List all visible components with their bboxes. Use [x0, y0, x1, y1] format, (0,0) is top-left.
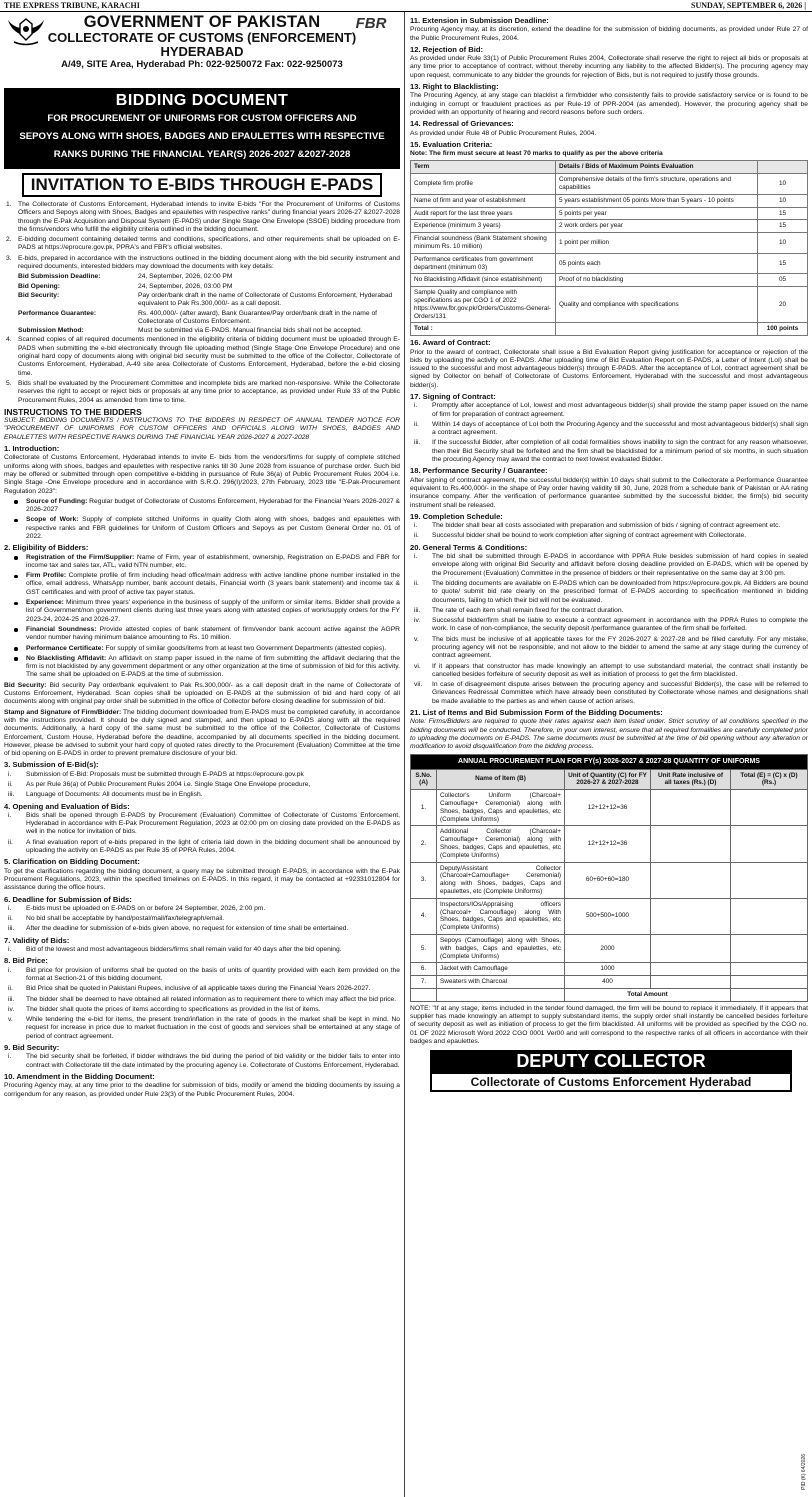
section-8-heading: 8. Bid Price: — [4, 956, 48, 966]
plan-row — [411, 790, 808, 826]
plan-col-total: Total (E) = (C) x (D) (Rs.) — [731, 769, 808, 790]
section-7-list — [4, 946, 400, 954]
eval-points: 20 — [758, 287, 808, 323]
bullet-label: Source of Funding: — [26, 497, 88, 505]
section-6-list — [4, 905, 400, 934]
bullet-text: Minimum three years' experience in the business of supply of the uniform or similar items. Bidder shall provide a list of Government/non government clients during last three years along with attested copies of work/supply orders for the FY 2023-24, 2024-25 and 2026-27. — [26, 599, 400, 623]
list-item — [410, 553, 808, 578]
eval-details: 2 work orders per year — [556, 220, 758, 233]
address-line: A/49, SITE Area, Hyderabad Ph: 022-9250072 Fax: 022-9250073 — [61, 59, 343, 70]
key-detail-row — [18, 327, 400, 335]
eval-col-points — [758, 161, 808, 174]
section-14-text: As provided under Rule 48 of Public Procurement Rules, 2004. — [410, 129, 597, 137]
instructions-subject: SUBJECT: BIDDING DOCUMENTS / INSTRUCTIONS TO THE BIDDERS IN RESPECT OF ANNUAL TENDER NOTICE FOR "PROCUREMENT OF UNIFORMS FOR CUSTOM OFFICERS AND OFFICIALS ALONG WITH SHOES, BADGES AND EPAULETTES WITH RESPECTIVE RANKS DURING THE FINANCIAL YEAR 2026-2027 & 2027-2028 — [4, 417, 400, 441]
section-4-heading: 4. Opening and Evaluation of Bids: — [4, 801, 130, 811]
plan-quantity: 1000 — [565, 963, 651, 976]
invitation-title: INVITATION TO E-BIDS THROUGH E-PADS — [22, 173, 382, 197]
eval-points: 10 — [758, 233, 808, 254]
section-5-text: To get the clarifications regarding the bidding document, a query may be submitted through E-PADS, in accordance with the E-Pak Procurement Regulations, 2023, within the specified timelines on E-PADS. In this regard, it may be contacted at +92331012804 for assistance during the office hours. — [4, 867, 400, 892]
section-21-heading: 21. List of Items and Bid Submission Form of the Bidding Documents: — [410, 708, 663, 718]
list-number: i. — [414, 402, 418, 410]
list-item — [4, 1006, 400, 1014]
plan-total — [731, 934, 808, 962]
list-number: vi. — [414, 662, 421, 670]
bullet-label: Registration of the Firm/Supplier: — [26, 553, 135, 561]
section-1-heading: 1. Introduction: — [4, 444, 60, 454]
list-item — [4, 905, 400, 913]
list-item — [410, 402, 808, 419]
plan-total — [731, 862, 808, 898]
plan-quantity: 12+12+12=36 — [565, 826, 651, 862]
evaluation-table — [410, 160, 808, 336]
eval-term: Performance certificates from government department (minimum 03) — [411, 253, 556, 274]
section-18-text: After signing of contract agreement, the successful bidder(s) within 10 days shall submit to the Collectorate a Performance Guarantee equivalent to Rs.400,000/- in the shape of Pay order having validity till 30, June, 2028 from a schedule bank of Pakistan or AA rating insurance company. After the verification of performance guarantee submitted by the successful bidder, the firm(s) bid security instrument shall be released. — [410, 476, 808, 509]
bidding-banner — [4, 88, 400, 169]
eval-points: 10 — [758, 174, 808, 195]
section-12-text: As provided under Rule 33(1) of Public Procurement Rules 2004, Collectorate shall reserve the right to reject all bids or proposals at any time prior to acceptance of contract, without thereby incurring any liability to the affected Bidder(s). The procuring agency may upon request, communicate to any bidder the grounds for rejection of Bids, but is not required to justify those grounds. — [410, 55, 808, 79]
key-detail-row — [18, 310, 400, 327]
list-number: ii. — [8, 838, 13, 846]
section-4-list — [4, 812, 400, 855]
plan-quantity: 12+12+12=36 — [565, 790, 651, 826]
list-number: v. — [8, 1016, 13, 1024]
list-number: iii. — [8, 995, 15, 1003]
section-20-list — [410, 553, 808, 706]
key-detail-value: Pay order/bank draft in the name of Collectorate of Customs Enforcement, Hyderabad equivalent to Pak Rs.300,000/- as a call deposit. — [138, 291, 393, 308]
column-divider — [404, 12, 405, 1497]
eval-total-label: Total : — [411, 323, 556, 336]
plan-total-row — [411, 988, 808, 1001]
section-11-heading: 11. Extension in Submission Deadline: — [410, 16, 549, 25]
list-text: If it appears that constructor has made knowingly an attempt to use substandard material, the contract shall instantly be cancelled besides forfeiture of security deposit as well as initiation of process to get the firm blacklisted. — [432, 662, 808, 678]
plan-col-quantity: Unit of Quantity (C) for FY 2026-27 & 2027-2028 — [565, 769, 651, 790]
list-item — [4, 781, 400, 789]
bullet-label: Performance Certificate: — [26, 644, 104, 652]
list-number: i. — [414, 553, 418, 561]
list-item — [410, 421, 808, 438]
key-detail-label: Bid Security: — [18, 291, 60, 299]
list-text: A final evaluation report of e-bids prepared in the light of criteria laid down in the bidding document shall be announced by uploading the activity on E-PADS as per Rule 35 of PPRA Rules, 2004. — [26, 838, 400, 855]
list-text: Bid of the lowest and most advantageous bidders/firms shall remain valid for 40 days after the bid opening. — [26, 946, 342, 954]
eval-term: Experience (minimum 3 years) — [411, 220, 556, 233]
pid-number: PID (K) 64/2026 — [801, 1454, 807, 1490]
section-11-text: Procuring Agency may, at its discretion, extend the deadline for the submission of bidding documents, as provided under Rule 27 of the Public Procurement Rules, 2004. — [410, 26, 808, 42]
plan-total — [731, 976, 808, 989]
plan-sno: 7. — [411, 976, 437, 989]
plan-row — [411, 826, 808, 862]
section-19-heading: 19. Completion Schedule: — [410, 511, 503, 521]
plan-item: Sweaters with Charcoal — [437, 976, 565, 989]
key-detail-value: 24, September, 2026, 03:00 PM — [138, 282, 233, 290]
list-number: i. — [8, 946, 12, 954]
list-item — [4, 925, 400, 933]
evaluation-header-row — [411, 161, 808, 174]
list-text: If the successful Bidder, after completion of all codal formalities shows inability to sign the contract for any reason whatsoever, then their Bid Security shall be forfeited and the firm shall be blacklisted for a minimum period of six months, in such situation the procuring Agency may award the contract to next lowest evaluated Bidder. — [432, 439, 808, 464]
key-detail-row — [18, 283, 400, 291]
plan-item: Additional Collector (Charcoal+ Camouflage+ Ceremonial) along with Shoes, badges, Caps and epaulettes, etc (Complete Uniforms) — [437, 826, 565, 862]
plan-header-row — [411, 769, 808, 790]
left-column — [4, 14, 400, 1494]
deputy-collector-office: Collectorate of Customs Enforcement Hyderabad — [430, 1072, 792, 1092]
list-text: While tendering the e-bid for items, the present trend/inflation in the rate of goods in the market shall be kept in mind. No request for increase in price due to market fluctuation in the cost of goods and services shall be entertained at any stage of period of contract agreement. — [26, 1016, 400, 1040]
list-item — [4, 985, 400, 993]
list-item — [410, 636, 808, 661]
right-column — [410, 14, 808, 1494]
list-text: The bidder shall quote the prices of items according to specifications as provided in the list of items. — [26, 1005, 321, 1013]
advert-header — [4, 14, 400, 88]
list-item — [410, 681, 808, 706]
collectorate-title: COLLECTORATE OF CUSTOMS (ENFORCEMENT) — [47, 30, 357, 45]
eval-term: No Blacklisting Affidavit (since establishment) — [411, 274, 556, 287]
list-number: i. — [8, 811, 12, 819]
list-item — [4, 791, 400, 799]
plan-rate — [651, 862, 731, 898]
plan-sno: 4. — [411, 898, 437, 934]
newspaper-header — [0, 0, 812, 12]
list-item — [4, 915, 400, 923]
list-item — [4, 967, 400, 984]
eval-term: Audit report for the last three years — [411, 207, 556, 220]
list-text: The bidding documents are available on E-PADS which can be downloaded from https://eprocure.gov.pk. All Bidders are bound to quote/ submit bid rate clearly on the prescribed format of E-PADS according to specification mentioned in bidding documents, failing to which their bid will not be evaluated. — [432, 579, 808, 604]
section-19-list — [410, 522, 808, 541]
procurement-plan-table — [410, 754, 808, 1002]
plan-item: Jacket with Camouflage — [437, 963, 565, 976]
key-detail-row — [18, 273, 400, 281]
list-item — [4, 946, 400, 954]
evaluation-row — [411, 287, 808, 323]
eval-details: 5 points per year — [556, 207, 758, 220]
section-21-note: Note: Firms/Bidders are required to quote their rates against each item listed under. Strict scrutiny of all conditions specified in the bidding documents will be conducted. Therefore, in your own interest, ensure that all required formalities are carefully completed prior to uploading the documents on E-PADS. The same documents must be submitted at the time of bid opening without any alteration or modification to avoid disqualification from the bidding process. — [410, 718, 808, 751]
section-18-heading: 18. Performance Security / Guarantee: — [410, 466, 548, 476]
plan-rate — [651, 826, 731, 862]
plan-total — [731, 963, 808, 976]
plan-row — [411, 898, 808, 934]
list-number: i. — [8, 770, 12, 778]
stamp-signature-para: Stamp and Signature of Firm/Bidder: The bidding document downloaded from E-PADS must be completed carefully, in accordance with the instructions provided. It should be duly signed and stamped, and then upload to E-PADS along with all the required documents. Additionally, a hard copy of the same must be submitted to the office of the Collector, Collectorate of Customs Enforcement, Custom House, Hyderabad before the deadline, accompanied by all documents specified in the bidding document. However, please be advised to submit your hard copy of quoted rates directly to the Procurement (Evaluation) Committee at the time of bid opening on E-PADS in order to prevent premature disclosure of your bid. — [4, 708, 400, 758]
list-number: iv. — [8, 1005, 15, 1013]
list-text: Bid Price shall be quoted in Pakistani Rupees, inclusive of all applicable taxes during the Financial Years 2026-2027. — [26, 985, 371, 993]
key-detail-label: Performance Guarantee: — [18, 309, 97, 317]
plan-quantity: 500+500=1000 — [565, 898, 651, 934]
evaluation-row — [411, 220, 808, 233]
city-title: HYDERABAD — [160, 44, 244, 59]
list-text: Bid price for provision of uniforms shall be quoted on the basis of units of quantity provided with each item provided on the format at Section-21 of this bidding document. — [26, 966, 400, 982]
plan-total — [731, 826, 808, 862]
state-emblem-icon — [6, 16, 46, 48]
deputy-collector-title: DEPUTY COLLECTOR — [430, 1050, 792, 1072]
list-number: iii. — [8, 791, 15, 799]
list-text: The bids must be inclusive of all applicable taxes for the FY 2026-2027 & 2027-28 and be filled carefully. For any mistake, procuring agency will not be responsible, and not allow to the bidder to amend the same at any stage during the currency of contract agreement. — [432, 635, 808, 660]
plan-item: Inspectors/IOs/Appraising officers (Charcoal+ Camouflage) along With Shoes, badges, Caps and epaulettes, etc (Complete Uniforms) — [437, 898, 565, 934]
key-detail-label: Bid Opening: — [18, 282, 60, 290]
bullet-text: For supply of similar goods/items from at least two Government Departments (attested copies). — [103, 644, 387, 652]
key-detail-value: Rs. 400,000/- (after award), Bank Guarantee/Pay order/bank draft in the name of Collectorate of Customs Enforcement. — [138, 309, 378, 325]
eval-term: Complete firm profile — [411, 174, 556, 195]
eval-col-details: Details / Bids of Maximum Points Evaluation — [556, 161, 758, 174]
list-text: Bids shall be opened through E-PADS by Procurement (Evaluation) Committee of Collectorate of Customs Enforcement, Hyderabad in accordance with E-Pak Procurement Regulation, 2023 at 02:00 pm on closing date provided on the E-PADS as well in the notice for invitation of bids. — [26, 811, 400, 836]
key-detail-row — [18, 292, 400, 309]
list-text: The rate of each item shall remain fixed for the contract duration. — [432, 606, 624, 614]
newspaper-date: SUNDAY, SEPTEMBER 6, 2026 | — [691, 1, 806, 10]
section-16-text: Prior to the award of contract, Collectorate shall issue a Bid Evaluation Report giving justification for acceptance or rejection of the bids by uploading the activity on E-PADS. After uploading time of Bid Evaluation Report on E-PADS, a Letter of Intent (LoI) shall be issued to the successful and most advantageous bidder(s) through E-PADS. After the acceptance of LoI, contract agreement shall be signed by Collector on behalf of Collectorate of Customs Enforcement, Hyderabad with the successful and most advantageous bidder(s). — [410, 348, 808, 389]
section-9-heading: 9. Bid Security: — [4, 1043, 60, 1053]
bullet-label: Firm Profile: — [26, 572, 67, 580]
section-17-heading: 17. Signing of Contract: — [410, 391, 496, 401]
list-text: As per Rule 36(a) of Public Procurement Rules 2004 i.e. Single Stage One Envelope procedure, — [26, 781, 311, 788]
section-1-bullets — [4, 498, 400, 541]
list-item — [410, 522, 808, 530]
plan-quantity: 60+60+60=180 — [565, 862, 651, 898]
bullet-item — [4, 645, 400, 653]
list-item — [410, 607, 808, 615]
evaluation-row — [411, 233, 808, 254]
plan-item: Sepoys (Camouflage) along with Shoes, with badges, Caps and epaulettes, etc (Complete Uniforms) — [437, 934, 565, 962]
evaluation-row — [411, 174, 808, 195]
list-text: The bid shall be submitted through E-PADS in accordance with PPRA Rule besides submission of hard copies in sealed envelope along with original Bid Security and affidavit before closing deadline provided on E-PADS, which will be opened by the Procurement (Evaluation) Committee in the presence of bidders or their representative on the same day at 3:00 pm. — [432, 553, 808, 577]
plan-rate — [651, 963, 731, 976]
list-item — [4, 1016, 400, 1041]
section-3-heading: 3. Submission of E-Bid(s): — [4, 760, 99, 770]
section-1-text: Collectorate of Customs Enforcement, Hyderabad intends to invite E- bids from the vendors/firms for supply of complete stitched uniforms along with shoes, badges and epaulettes with respective ranks till 30 June 2028 from issuance of purchase order. Such bid may be offered or submitted through open competitive e-bidding in pursuance of Rule 36(a) of Public Procurement Rules 2004 i.e. Single Stage -One Envelope procedure and in accordance with S.R.O. 296(I)/2023, 27th February, 2023 title "E-Pak-Procurement Regulation 2023": — [4, 454, 400, 495]
intro-para-4: 4. Scanned copies of all required documents mentioned in the eligibility criteria of bidding document must be uploaded through E-PADS when submitting the e-bid electronically through file uploading method (Single Stage One Envelope Procedure) and one original hard copy of documents along with original bid security must be submitted to the office of the Collector, Collectorate of Customs Enforcement, Hyderabad, A-49 site area Collectorate of Customs Enforcement, Hyderabad, before the e-bid closing time. — [6, 336, 400, 377]
intro-para-1: 1. The Collectorate of Customs Enforcement, Hyderabad intends to invite E-bids "For the Procurement of Uniforms of Customs Officers and Sepoys along with Shoes, Badges and epaulettes with respective ranks" during financial years 2026-27 &2027-2028 through the E-Pak Acquisition and Disposal System (E-PADS) under Single Stage One Envelope (SSOE) bidding procedure from the firms/vendors who fulfill the eligibility criteria outlined in the bidding document. — [6, 201, 400, 233]
list-number: iv. — [414, 617, 421, 625]
bullet-text: Complete profile of firm including head office/main address with active landline phone number installed in the office, email address, WhatsApp number, bank account details, Financial worth (3 years bank statement) and income tax & GST certificates and with proof of active tax payer status. — [26, 572, 400, 596]
eval-details: Quality and compliance with specifications — [556, 287, 758, 323]
eval-points: 15 — [758, 207, 808, 220]
key-detail-value: Must be submitted via E-PADS. Manual financial bids shall not be accepted. — [138, 327, 363, 335]
list-number: ii. — [8, 915, 13, 923]
list-text: Successful bidder/firm shall be liable to execute a contract agreement in accordance with the PPRA Rules to complete the work. In case of non-compliance, the security deposit /performance guarantee of the firm shall be forfeited. — [432, 617, 808, 633]
section-8-list — [4, 967, 400, 1041]
eval-details: Comprehensive details of the firm's structure, operations and capabilities — [556, 174, 758, 195]
list-text: Within 14 days of acceptance of LoI both the Procuring Agency and the successful and most advantageous bidder(s) shall sign a contract agreement. — [432, 420, 808, 437]
bullet-label: No Blacklisting Affidavit: — [26, 654, 107, 662]
eval-details: 05 points each — [556, 253, 758, 274]
section-9-list — [4, 1053, 400, 1070]
eval-details: Proof of no blacklisting — [556, 274, 758, 287]
eval-details: 1 point per million — [556, 233, 758, 254]
plan-sno: 3. — [411, 862, 437, 898]
bullet-label: Financial Soundness: — [26, 625, 97, 633]
list-number: ii. — [414, 579, 419, 587]
plan-row — [411, 963, 808, 976]
list-text: The bid security shall be forfeited, if bidder withdraws the bid during the period of bid validity or the bidder fails to enter into contract with Collectorate till the date intimated by the procuring agency i.e. Collectorate of Customs Enforcement, Hyderabad. — [26, 1053, 400, 1069]
newspaper-name: THE EXPRESS TRIBUNE, KARACHI — [4, 1, 140, 10]
plan-item: Deputy/Assistant Collector (Charcoal+Camouflage+ Ceremonial) along with Shoes, badges, Caps and epaulettes, etc (Complete Uniforms) — [437, 862, 565, 898]
plan-quantity: 2000 — [565, 934, 651, 962]
section-5-heading: 5. Clarification on Bidding Document: — [4, 857, 140, 867]
section-10-text: Procuring Agency may, at any time prior to the deadline for submission of bids, modify or amend the bidding documents by issuing a corrigendum for any reason, as provided under Rule 23(3) of the Public Procurement Rules, 2004. — [4, 1082, 400, 1098]
eval-points: 15 — [758, 253, 808, 274]
bidding-subtitle-1: FOR PROCUREMENT OF UNIFORMS FOR CUSTOM OFFICERS AND — [47, 113, 357, 124]
bullet-text: Provide attested copies of bank statement of firm/vendor bank account active against the AGPR vendor number having minimum balance amounting to Rs. 10 million. — [26, 625, 400, 642]
intro-para-2: 2. E-bidding document containing detailed terms and conditions, specifications, and other requirements shall be uploaded on E-PADS at https://eprocure.gov.pk, PPRA's and FBR's official websites. — [6, 236, 400, 252]
plan-sno: 6. — [411, 963, 437, 976]
plan-caption: ANNUAL PROCUREMENT PLAN FOR FY(s) 2026-2027 & 2027-28 QUANTITY OF UNIFORMS — [411, 754, 808, 769]
bidding-subtitle-3: RANKS DURING THE FINANCIAL YEAR(S) 2026-2027 &2027-2028 — [53, 149, 351, 160]
list-number: i. — [8, 966, 12, 974]
bidding-title: BIDDING DOCUMENT — [115, 92, 289, 109]
eval-term: Financial soundness (Bank Statement showing minimum Rs. 10 million) — [411, 233, 556, 254]
list-item — [4, 812, 400, 837]
plan-total — [731, 790, 808, 826]
list-item — [410, 532, 808, 540]
bullet-text: An affidavit on stamp paper issued in the name of firm submitting the affidavit declaring that the firm is not blacklisted by any government department or any other organization at the time of submission of bid for this activity. The same shall be uploaded on E-PADS at the time of submission. — [26, 654, 400, 679]
list-text: E-bids must be uploaded on E-PADS on or before 24 September, 2026, 2:00 pm. — [26, 904, 266, 912]
list-number: v. — [414, 635, 419, 643]
plan-item: Collector's Uniform (Charcoal+ Camouflage+ Ceremonial) along with Shoes, badges, Caps and epaulettes, etc (Complete Uniforms) — [437, 790, 565, 826]
section-12-heading: 12. Rejection of Bid: — [410, 44, 483, 54]
key-detail-label: Bid Submission Deadline: — [18, 273, 101, 281]
bullet-label: Scope of Work: — [26, 516, 79, 524]
list-item — [410, 439, 808, 464]
key-detail-value: 24, September, 2026, 02:00 PM — [138, 273, 233, 281]
eval-details: 5 years establishment 05 points More than 5 years - 10 points — [556, 194, 758, 207]
bidding-subtitle-2: SEPOYS ALONG WITH SHOES, BADGES AND EPAULETTES WITH RESPECTIVE — [19, 131, 385, 142]
plan-rate — [651, 934, 731, 962]
instructions-heading: INSTRUCTIONS TO THE BIDDERS — [4, 406, 142, 417]
list-text: Promptly after acceptance of LoI, lowest and most advantageous bidder(s) shall provide the stamp paper issued on the name of firm for preparation of contract agreement. — [432, 402, 808, 418]
bullet-item — [4, 626, 400, 643]
evaluation-row — [411, 194, 808, 207]
bullet-item — [4, 554, 400, 571]
list-item — [4, 771, 400, 779]
list-text: The bidder shall be deemed to have obtained all related information as to requirement there to which may affect the bid price. — [26, 995, 397, 1003]
plan-rate — [651, 790, 731, 826]
plan-quantity: 400 — [565, 976, 651, 989]
list-number: iii. — [8, 925, 15, 933]
list-text: Submission of E-Bid: Proposals must be submitted through E-PADS at https://eprocure.gov.pk — [26, 770, 304, 778]
eval-term: Sample Quality and compliance with specifications as per CGO 1 of 2022 https://www.fbr.gov.pk/Orders/Customs-General-Orders/131 — [411, 287, 556, 323]
bullet-item — [4, 498, 400, 515]
intro-para-5: 5. Bids shall be evaluated by the Procurement Committee and incomplete bids are marked non-responsive. While the Collectorate reserves the right to accept or reject bids or proposals at any time prior to acceptance, as provided under Rule 33 of the Public Procurement Rules, 2004 as amended from time to time. — [6, 379, 400, 404]
list-item — [4, 839, 400, 856]
bullet-label: Experience: — [26, 599, 64, 607]
plan-row — [411, 934, 808, 962]
list-text: No bid shall be acceptable by hand/postal/mail/fax/telegraph/email. — [26, 915, 225, 923]
key-detail-label: Submission Method: — [18, 327, 84, 335]
plan-sno: 2. — [411, 826, 437, 862]
section-10-heading: 10. Amendment in the Bidding Document: — [4, 1071, 155, 1081]
fbr-logo: FBR — [355, 15, 387, 32]
eval-points: 10 — [758, 194, 808, 207]
plan-row — [411, 976, 808, 989]
evaluation-row — [411, 253, 808, 274]
eval-total-value: 100 points — [758, 323, 808, 336]
bid-security-para: Bid Security: Bid security Pay order/bank equivalent to Pak Rs.300,000/- as a call deposit draft in the name of Collectorate of Customs Enforcement, Hyderabad. Scan copies shall be uploaded on E-PADS at the submission of bid and hard copy of all documents along with original pay order shall be submitted in the office of Collector before closing deadline for submission of bid. — [4, 681, 400, 706]
eval-col-term: Term — [411, 161, 556, 174]
plan-col-item: Name of Item (B) — [437, 769, 565, 790]
plan-col-sno: S.No. (A) — [411, 769, 437, 790]
plan-sno: 1. — [411, 790, 437, 826]
list-text: Successful bidder shall be bound to work completion after signing of contract agreement with Collectorate. — [432, 532, 747, 540]
list-item — [4, 1053, 400, 1070]
list-number: ii. — [8, 985, 13, 993]
final-note: NOTE: "If at any stage, items included in the tender found damaged, the firm will be bound to replace it immediately. If it appears that supplier has made knowingly an attempt to supply substandard items, the supply order shall instantly be cancelled besides forfeiture of security deposit as well as initiation of process to get the firm blacklisted. All uniforms will be provided as specified by the CGO no. 01 OF 2022 Microsoft Word 2022 CGO 0001 Ver00 and will correspond to the respective ranks of all officers in accordance with their badges and epaulettes. — [410, 1004, 808, 1045]
section-15-heading: 15. Evaluation Criteria: — [410, 139, 493, 149]
section-6-heading: 6. Deadline for Submission of Bids: — [4, 894, 132, 904]
list-item — [410, 617, 808, 634]
bullet-text: Regular budget of Collectorate of Customs Enforcement, Hyderabad for the Financial Years 2026-2027 & 2026-2027 — [26, 497, 400, 514]
gov-title: GOVERNMENT OF PAKISTAN — [83, 14, 321, 31]
section-7-heading: 7. Validity of Bids: — [4, 935, 70, 945]
bullet-item — [4, 599, 400, 624]
bullet-text: Supply of complete stitched Uniforms in quality Cloth along with shoes, badges and epaulettes with respective ranks and FBR guidelines for Uniform of Custom Officers and Sepoys as per Custom General Order no. 01 of 2022. — [26, 516, 400, 540]
plan-col-rate: Unit Rate inclusive of all taxes (Rs.) (D) — [651, 769, 731, 790]
plan-rate — [651, 976, 731, 989]
section-16-heading: 16. Award of Contract: — [410, 338, 491, 348]
section-2-heading: 2. Eligibility of Bidders: — [4, 543, 89, 553]
evaluation-total-row — [411, 323, 808, 336]
list-text: Language of Documents: All documents must be in English. — [26, 791, 203, 799]
eval-term: Name of firm and year of establishment — [411, 194, 556, 207]
section-2-bullets — [4, 554, 400, 680]
intro-para-3: 3. E-bids, prepared in accordance with the instructions outlined in the bidding document along with the bid security instrument and required documents, interested bidders may download the documents with key details: — [6, 254, 400, 271]
list-item — [410, 580, 808, 605]
list-number: ii. — [8, 781, 13, 788]
section-13-heading: 13. Right to Blacklisting: — [410, 82, 499, 92]
list-number: i. — [8, 904, 12, 912]
evaluation-row — [411, 207, 808, 220]
list-item — [410, 663, 808, 680]
section-20-heading: 20. General Terms & Conditions: — [410, 542, 528, 552]
list-number: iii. — [414, 606, 421, 614]
list-item — [4, 996, 400, 1004]
section-3-list — [4, 771, 400, 800]
list-number: ii. — [414, 532, 419, 540]
plan-total — [731, 898, 808, 934]
evaluation-note: Note: The firm must secure at least 70 marks to qualify as per the above criteria — [410, 150, 663, 158]
list-number: vii. — [414, 681, 423, 689]
eval-points: 15 — [758, 220, 808, 233]
evaluation-row — [411, 274, 808, 287]
list-text: In case of disagreement dispute arises between the procuring agency and successful Bidder(s), the case will be referred to Grievances Redressal Committee which have already been constituted by Collectorate whose names and designations shall be made available to the parties as and when cause of action arises. — [432, 681, 808, 705]
bullet-item — [4, 516, 400, 541]
bullet-text: Name of Firm, year of establishment, ownership, Registration on E-PADS and FBR for income tax and sales tax, ATL, valid NTN number, etc. — [26, 553, 400, 569]
bullet-item — [4, 655, 400, 680]
list-text: The bidder shall bear all costs associated with preparation and submission of bids / signing of contract agreement etc. — [432, 522, 781, 530]
bullet-item — [4, 572, 400, 597]
plan-total-label: Total Amount — [565, 988, 731, 1001]
list-number: iii. — [414, 439, 421, 447]
plan-rate — [651, 898, 731, 934]
list-number: i. — [414, 522, 418, 530]
list-number: i. — [8, 1053, 12, 1061]
section-14-heading: 14. Redressal of Grievances: — [410, 119, 514, 129]
key-details — [4, 273, 400, 335]
section-17-list — [410, 402, 808, 464]
section-13-text: The Procuring Agency, at any stage can blacklist a firm/bidder who consistently fails to provide satisfactory service or is found to be indulging in corrupt or fraudulent practices as per Rule-19 of PPR-2004 (as amended). However, the procuring agency shall be provided with an opportunity of hearing and record reasons before such orders. — [410, 92, 808, 116]
plan-row — [411, 862, 808, 898]
eval-points: 05 — [758, 274, 808, 287]
plan-sno: 5. — [411, 934, 437, 962]
list-number: ii. — [414, 420, 419, 428]
list-text: After the deadline for submission of e-bids given above, no request for extension of time shall be entertained. — [26, 925, 349, 933]
